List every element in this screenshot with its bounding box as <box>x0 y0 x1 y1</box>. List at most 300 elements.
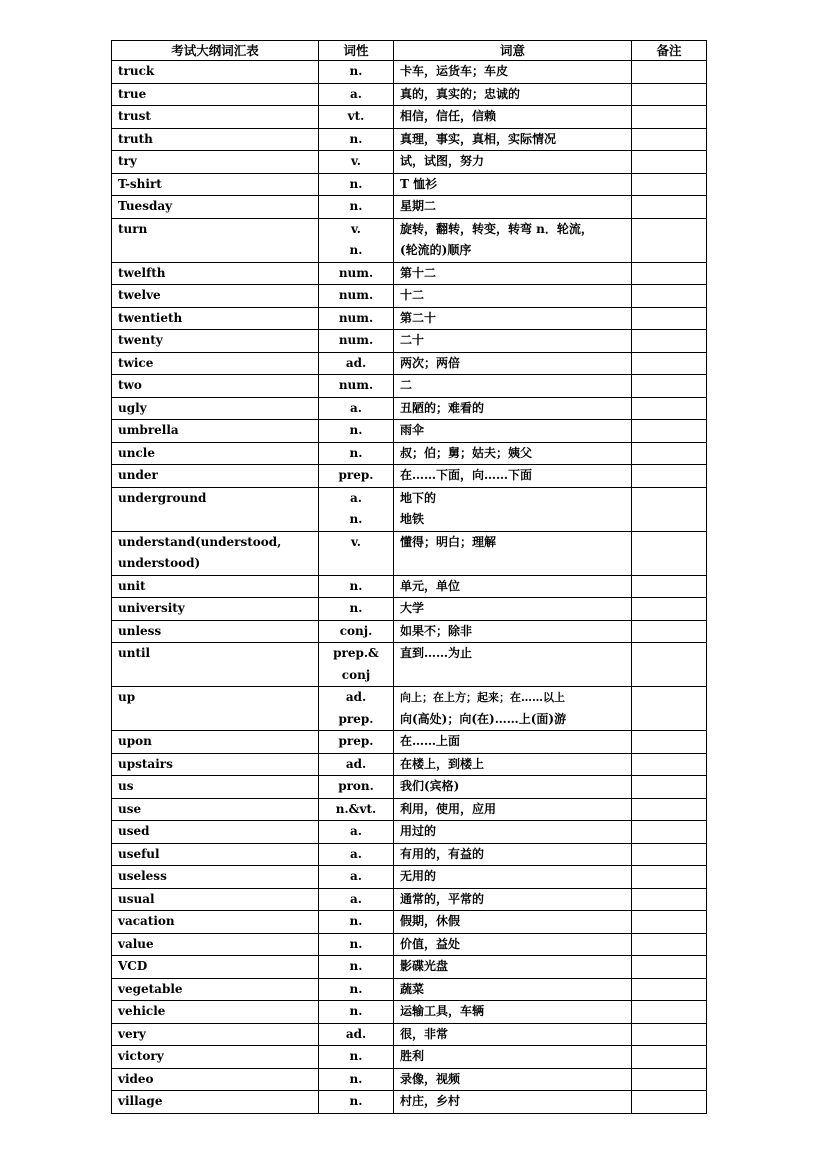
meaning-cell <box>394 173 632 196</box>
meaning-line: 真的，真实的；忠诚的 <box>400 86 521 101</box>
part-of-speech-line: n. <box>349 512 363 526</box>
word-cell: vacation <box>112 911 319 934</box>
meaning-cell <box>394 1001 632 1024</box>
notes-cell <box>632 151 707 174</box>
meaning-cell <box>394 61 632 84</box>
meaning-cell <box>394 978 632 1001</box>
part-of-speech-line: num. <box>338 333 374 347</box>
table-row <box>112 285 707 308</box>
part-of-speech-line: n. <box>349 1004 363 1018</box>
meaning-cell <box>394 1046 632 1069</box>
part-of-speech-line: conj <box>341 667 371 682</box>
meaning-line: 旋转，翻转，转变，转弯 n．轮流， <box>400 221 593 236</box>
notes-cell <box>632 753 707 776</box>
part-of-speech-line: prep.& <box>333 646 379 660</box>
word-cell: understand(understood, understood) <box>112 531 319 575</box>
word-cell: upon <box>112 731 319 754</box>
meaning-line: 第二十 <box>400 310 437 325</box>
table-row <box>112 83 707 106</box>
meaning-line: 很，非常 <box>400 1026 449 1041</box>
part-of-speech-cell <box>319 352 394 375</box>
word-cell: umbrella <box>112 420 319 443</box>
notes-cell <box>632 798 707 821</box>
meaning-line: (轮流的)顺序 <box>400 243 472 257</box>
table-row <box>112 843 707 866</box>
notes-cell <box>632 1023 707 1046</box>
part-of-speech-line: prep. <box>338 468 374 482</box>
word-cell: value <box>112 933 319 956</box>
meaning-line: 叔；伯；舅；姑夫；姨父 <box>400 445 533 460</box>
meaning-cell <box>394 83 632 106</box>
notes-cell <box>632 61 707 84</box>
part-of-speech-cell <box>319 397 394 420</box>
notes-cell <box>632 173 707 196</box>
table-row <box>112 1068 707 1091</box>
table-row <box>112 776 707 799</box>
word-cell: useless <box>112 866 319 889</box>
part-of-speech-line: a. <box>350 846 362 861</box>
meaning-cell <box>394 598 632 621</box>
part-of-speech-line: v. <box>351 534 361 549</box>
notes-cell <box>632 262 707 285</box>
notes-cell <box>632 843 707 866</box>
part-of-speech-cell <box>319 218 394 262</box>
table-row <box>112 933 707 956</box>
table-row <box>112 798 707 821</box>
part-of-speech-cell <box>319 487 394 531</box>
meaning-line: 蔬菜 <box>400 981 425 996</box>
table-row <box>112 196 707 219</box>
meaning-line: 单元，单位 <box>400 578 461 593</box>
part-of-speech-cell <box>319 173 394 196</box>
part-of-speech-cell <box>319 285 394 308</box>
table-row <box>112 731 707 754</box>
part-of-speech-line: a. <box>350 891 362 906</box>
meaning-line: 向上；在上方；起来；在……以上 <box>400 691 565 704</box>
table-row <box>112 956 707 979</box>
part-of-speech-cell <box>319 442 394 465</box>
meaning-line: 用过的 <box>400 824 437 838</box>
notes-cell <box>632 397 707 420</box>
table-row <box>112 218 707 262</box>
part-of-speech-line: prep. <box>338 734 374 748</box>
meaning-line: 雨伞 <box>400 423 425 437</box>
meaning-line: 运输工具，车辆 <box>400 1004 485 1018</box>
part-of-speech-line: v. <box>351 221 361 236</box>
part-of-speech-line: n. <box>349 578 363 593</box>
part-of-speech-cell <box>319 151 394 174</box>
part-of-speech-line: n. <box>349 445 363 460</box>
part-of-speech-cell <box>319 753 394 776</box>
part-of-speech-line: n. <box>349 131 363 146</box>
part-of-speech-line: a. <box>350 86 362 101</box>
word-cell: VCD <box>112 956 319 979</box>
part-of-speech-cell <box>319 933 394 956</box>
notes-cell <box>632 933 707 956</box>
word-cell: twelve <box>112 285 319 308</box>
meaning-line: 丑陋的；难看的 <box>400 400 485 415</box>
word-cell: Tuesday <box>112 196 319 219</box>
meaning-line: 大学 <box>400 601 425 615</box>
part-of-speech-line: n. <box>349 64 363 78</box>
meaning-line: 胜利 <box>400 1049 425 1063</box>
part-of-speech-cell <box>319 106 394 129</box>
meaning-cell <box>394 888 632 911</box>
part-of-speech-line: n. <box>349 243 363 257</box>
word-cell: ugly <box>112 397 319 420</box>
word-cell: very <box>112 1023 319 1046</box>
part-of-speech-cell <box>319 731 394 754</box>
table-row <box>112 307 707 330</box>
table-row <box>112 1046 707 1069</box>
meaning-line: 利用，使用，应用 <box>400 801 497 816</box>
table-row <box>112 442 707 465</box>
meaning-line: 二十 <box>400 333 425 347</box>
part-of-speech-cell <box>319 330 394 353</box>
meaning-cell <box>394 375 632 398</box>
notes-cell <box>632 1068 707 1091</box>
part-of-speech-line: ad. <box>345 690 367 704</box>
notes-cell <box>632 620 707 643</box>
word-cell: village <box>112 1091 319 1114</box>
part-of-speech-line: n.&vt. <box>335 801 377 816</box>
meaning-line: 价值，益处 <box>400 936 461 951</box>
notes-cell <box>632 888 707 911</box>
notes-cell <box>632 442 707 465</box>
table-row <box>112 352 707 375</box>
part-of-speech-cell <box>319 687 394 731</box>
meaning-cell <box>394 843 632 866</box>
part-of-speech-cell <box>319 307 394 330</box>
part-of-speech-line: a. <box>350 824 362 838</box>
notes-cell <box>632 352 707 375</box>
meaning-cell <box>394 956 632 979</box>
meaning-cell <box>394 753 632 776</box>
meaning-cell <box>394 731 632 754</box>
table-row <box>112 643 707 687</box>
notes-cell <box>632 218 707 262</box>
meaning-cell <box>394 330 632 353</box>
table-row <box>112 620 707 643</box>
meaning-line: 向(高处)；向(在)……上(面)游 <box>400 711 567 726</box>
meaning-line: 星期二 <box>400 199 437 213</box>
notes-cell <box>632 866 707 889</box>
meaning-cell <box>394 285 632 308</box>
part-of-speech-line: a. <box>350 490 362 505</box>
part-of-speech-line: n. <box>349 936 363 951</box>
table-row <box>112 173 707 196</box>
part-of-speech-line: n. <box>349 601 363 615</box>
notes-cell <box>632 643 707 687</box>
word-cell: video <box>112 1068 319 1091</box>
part-of-speech-line: pron. <box>338 779 374 793</box>
word-cell: uncle <box>112 442 319 465</box>
table-row <box>112 978 707 1001</box>
part-of-speech-line: n. <box>349 1049 363 1063</box>
meaning-cell <box>394 128 632 151</box>
table-row <box>112 61 707 84</box>
notes-cell <box>632 575 707 598</box>
word-cell: twentieth <box>112 307 319 330</box>
part-of-speech-cell <box>319 643 394 687</box>
part-of-speech-line: vt. <box>347 109 365 123</box>
notes-cell <box>632 978 707 1001</box>
meaning-line: 试，试图，努力 <box>400 154 485 168</box>
part-of-speech-cell <box>319 196 394 219</box>
meaning-line: 假期，休假 <box>400 914 461 928</box>
meaning-line: 村庄，乡村 <box>400 1094 461 1108</box>
table-body <box>112 61 707 1114</box>
header-meaning: 词意 <box>394 41 632 61</box>
meaning-cell <box>394 420 632 443</box>
word-cell: vegetable <box>112 978 319 1001</box>
part-of-speech-cell <box>319 465 394 488</box>
part-of-speech-cell <box>319 531 394 575</box>
notes-cell <box>632 487 707 531</box>
meaning-cell <box>394 821 632 844</box>
meaning-line: 两次；两倍 <box>400 355 461 370</box>
part-of-speech-cell <box>319 843 394 866</box>
notes-cell <box>632 776 707 799</box>
word-cell: twelfth <box>112 262 319 285</box>
part-of-speech-cell <box>319 575 394 598</box>
table-row <box>112 888 707 911</box>
header-part-of-speech: 词性 <box>319 41 394 61</box>
part-of-speech-cell <box>319 978 394 1001</box>
meaning-line: 第十二 <box>400 265 437 280</box>
meaning-cell <box>394 262 632 285</box>
meaning-cell <box>394 487 632 531</box>
table-row <box>112 1001 707 1024</box>
word-cell: useful <box>112 843 319 866</box>
meaning-cell <box>394 933 632 956</box>
meaning-cell <box>394 687 632 731</box>
word-cell: unless <box>112 620 319 643</box>
meaning-line: 地铁 <box>400 512 425 526</box>
word-cell: upstairs <box>112 753 319 776</box>
word-cell: up <box>112 687 319 731</box>
notes-cell <box>632 285 707 308</box>
header-vocabulary: 考试大纲词汇表 <box>112 41 319 61</box>
word-cell: until <box>112 643 319 687</box>
meaning-cell <box>394 352 632 375</box>
part-of-speech-cell <box>319 375 394 398</box>
word-cell: two <box>112 375 319 398</box>
meaning-cell <box>394 643 632 687</box>
table-row <box>112 575 707 598</box>
meaning-line: 我们(宾格) <box>400 779 460 793</box>
meaning-cell <box>394 575 632 598</box>
part-of-speech-cell <box>319 1068 394 1091</box>
word-cell: twice <box>112 352 319 375</box>
table-row <box>112 1023 707 1046</box>
meaning-line: 卡车，运货车；车皮 <box>400 64 509 78</box>
word-cell: try <box>112 151 319 174</box>
meaning-cell <box>394 196 632 219</box>
table-row <box>112 397 707 420</box>
part-of-speech-cell <box>319 1046 394 1069</box>
part-of-speech-cell <box>319 911 394 934</box>
meaning-cell <box>394 1068 632 1091</box>
part-of-speech-cell <box>319 956 394 979</box>
table-row <box>112 487 707 531</box>
table-row <box>112 598 707 621</box>
part-of-speech-line: ad. <box>345 355 367 370</box>
word-cell: under <box>112 465 319 488</box>
word-cell: true <box>112 83 319 106</box>
table-row <box>112 465 707 488</box>
notes-cell <box>632 128 707 151</box>
part-of-speech-line: n. <box>349 914 363 928</box>
word-cell: victory <box>112 1046 319 1069</box>
part-of-speech-line: n. <box>349 981 363 996</box>
meaning-cell <box>394 106 632 129</box>
meaning-line: 二 <box>400 378 413 392</box>
part-of-speech-line: num. <box>338 265 374 280</box>
meaning-line: 十二 <box>400 288 425 302</box>
word-cell: usual <box>112 888 319 911</box>
part-of-speech-line: n. <box>349 1094 363 1108</box>
meaning-cell <box>394 911 632 934</box>
part-of-speech-cell <box>319 1091 394 1114</box>
table-row <box>112 911 707 934</box>
notes-cell <box>632 731 707 754</box>
part-of-speech-line: num. <box>338 288 374 302</box>
notes-cell <box>632 1091 707 1114</box>
meaning-line: 影碟光盘 <box>400 959 449 973</box>
table-row <box>112 420 707 443</box>
meaning-cell <box>394 442 632 465</box>
table-header-row <box>112 41 707 61</box>
part-of-speech-cell <box>319 262 394 285</box>
notes-cell <box>632 1046 707 1069</box>
part-of-speech-line: n. <box>349 199 363 213</box>
part-of-speech-line: n. <box>349 176 363 191</box>
notes-cell <box>632 598 707 621</box>
notes-cell <box>632 911 707 934</box>
meaning-cell <box>394 151 632 174</box>
part-of-speech-line: a. <box>350 400 362 415</box>
word-cell: twenty <box>112 330 319 353</box>
part-of-speech-cell <box>319 128 394 151</box>
part-of-speech-cell <box>319 620 394 643</box>
meaning-cell <box>394 218 632 262</box>
word-cell: use <box>112 798 319 821</box>
meaning-line: 如果不；除非 <box>400 623 473 638</box>
meaning-cell <box>394 531 632 575</box>
part-of-speech-line: a. <box>350 869 362 883</box>
word-cell: underground <box>112 487 319 531</box>
meaning-line: 通常的，平常的 <box>400 891 485 906</box>
meaning-line: 在楼上，到楼上 <box>400 756 485 771</box>
part-of-speech-line: ad. <box>345 1026 367 1041</box>
meaning-line: 在……上面 <box>400 734 461 748</box>
part-of-speech-cell <box>319 598 394 621</box>
notes-cell <box>632 956 707 979</box>
word-cell: trust <box>112 106 319 129</box>
meaning-cell <box>394 620 632 643</box>
notes-cell <box>632 106 707 129</box>
meaning-line: 在……下面，向……下面 <box>400 468 533 482</box>
table-row <box>112 753 707 776</box>
notes-cell <box>632 1001 707 1024</box>
table-row <box>112 262 707 285</box>
part-of-speech-line: num. <box>338 378 374 392</box>
word-cell: university <box>112 598 319 621</box>
notes-cell <box>632 375 707 398</box>
meaning-cell <box>394 397 632 420</box>
meaning-line: 真理，事实，真相，实际情况 <box>400 131 557 146</box>
word-cell: T-shirt <box>112 173 319 196</box>
table-row <box>112 687 707 731</box>
part-of-speech-cell <box>319 420 394 443</box>
notes-cell <box>632 531 707 575</box>
part-of-speech-cell <box>319 866 394 889</box>
table-row <box>112 866 707 889</box>
meaning-cell <box>394 307 632 330</box>
part-of-speech-cell <box>319 798 394 821</box>
header-notes: 备注 <box>632 41 707 61</box>
part-of-speech-cell <box>319 888 394 911</box>
part-of-speech-cell <box>319 776 394 799</box>
table-row <box>112 106 707 129</box>
part-of-speech-cell <box>319 1023 394 1046</box>
meaning-line: 无用的 <box>400 869 437 883</box>
table-row <box>112 1091 707 1114</box>
notes-cell <box>632 420 707 443</box>
part-of-speech-line: ad. <box>345 756 367 771</box>
meaning-line: 录像，视频 <box>400 1071 461 1086</box>
part-of-speech-line: prep. <box>338 711 374 726</box>
part-of-speech-line: n. <box>349 1071 363 1086</box>
word-cell: used <box>112 821 319 844</box>
word-cell: unit <box>112 575 319 598</box>
notes-cell <box>632 307 707 330</box>
word-cell: truck <box>112 61 319 84</box>
part-of-speech-line: conj. <box>339 623 373 638</box>
part-of-speech-cell <box>319 821 394 844</box>
word-cell: truth <box>112 128 319 151</box>
table-row <box>112 330 707 353</box>
table-row <box>112 531 707 575</box>
meaning-line: 直到……为止 <box>400 646 473 660</box>
meaning-cell <box>394 866 632 889</box>
meaning-cell <box>394 1091 632 1114</box>
notes-cell <box>632 821 707 844</box>
notes-cell <box>632 196 707 219</box>
meaning-line: T 恤衫 <box>400 176 438 191</box>
meaning-line: 相信，信任，信赖 <box>400 109 497 123</box>
notes-cell <box>632 465 707 488</box>
meaning-line: 有用的，有益的 <box>400 846 485 861</box>
notes-cell <box>632 83 707 106</box>
meaning-cell <box>394 465 632 488</box>
vocabulary-table <box>111 40 707 1114</box>
meaning-line: 地下的 <box>400 490 437 505</box>
word-cell: us <box>112 776 319 799</box>
meaning-cell <box>394 1023 632 1046</box>
meaning-cell <box>394 798 632 821</box>
word-cell: vehicle <box>112 1001 319 1024</box>
notes-cell <box>632 330 707 353</box>
part-of-speech-line: n. <box>349 959 363 973</box>
table-row <box>112 128 707 151</box>
notes-cell <box>632 687 707 731</box>
part-of-speech-cell <box>319 83 394 106</box>
meaning-line: 懂得；明白；理解 <box>400 534 497 549</box>
part-of-speech-cell <box>319 1001 394 1024</box>
part-of-speech-line: n. <box>349 423 363 437</box>
